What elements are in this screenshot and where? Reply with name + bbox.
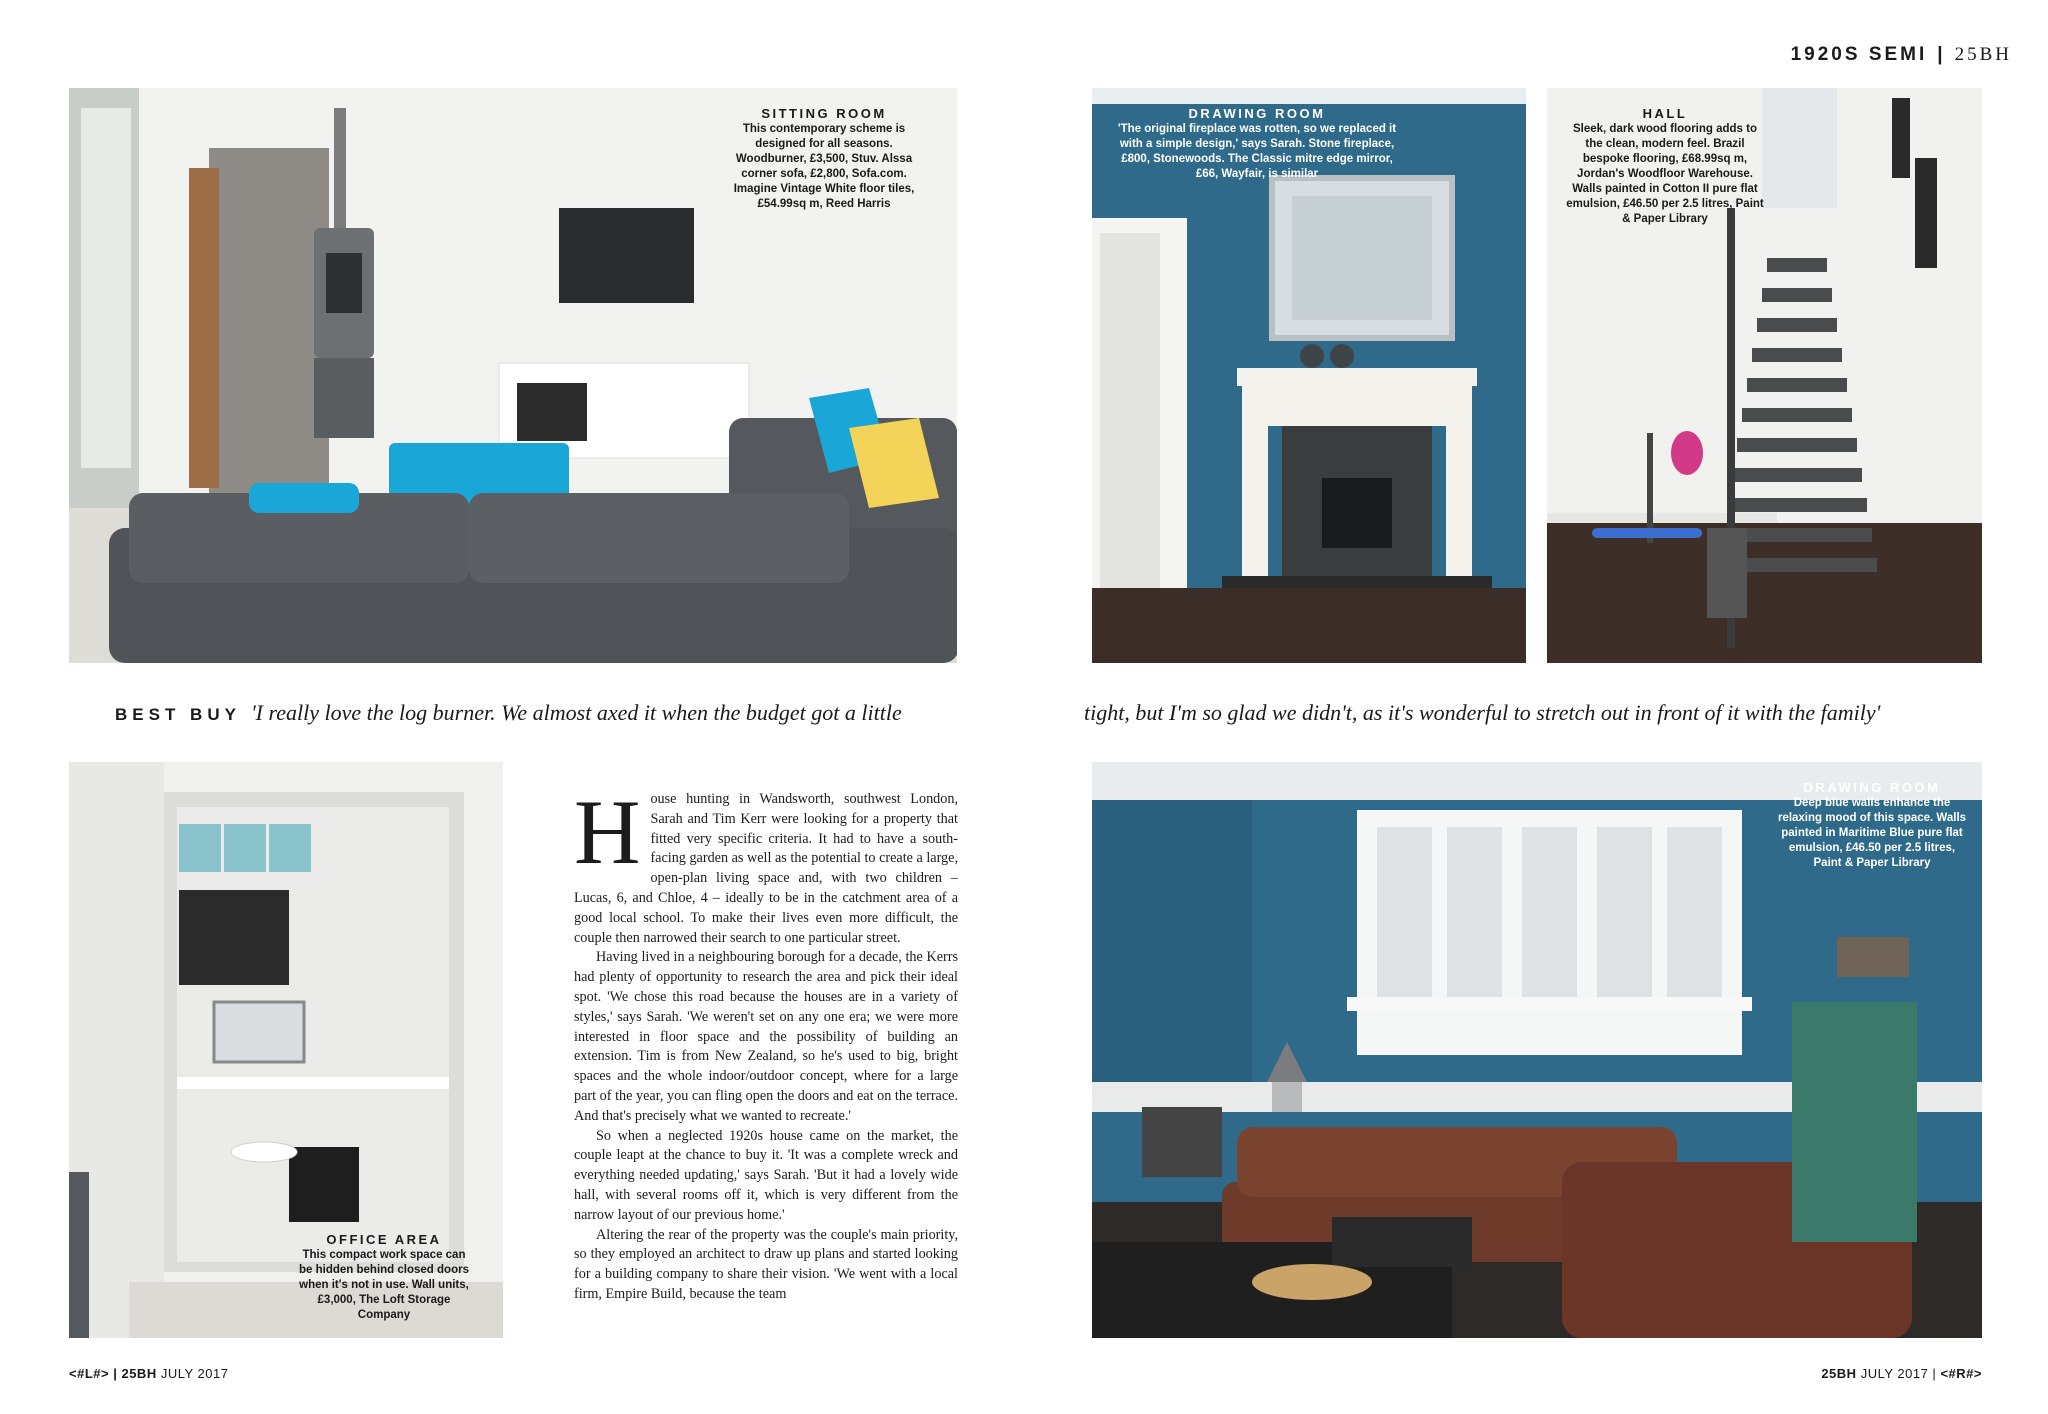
paragraph-text: ouse hunting in Wandsworth, southwest London, Sarah and Tim Kerr were looking for a property that fitted very specific criteria. It had to have a south-facing garden as well as the potential to create a large, open-plan living space and, with two children – Lucas, 6, and Chloe, 4 – ideally to be in the catchment area of a good local school. To make their lives even more difficult, the couple then narrowed their search to one particular street.: [574, 791, 958, 946]
page-header: [1791, 44, 2012, 66]
best-buy-quote-left: [115, 700, 902, 726]
footer-left: [69, 1366, 228, 1381]
left-page-number: <#L#>: [69, 1366, 110, 1381]
footer-date: JULY 2017 |: [1860, 1366, 1937, 1381]
sitting-room-photo: [69, 88, 957, 663]
brand-name: 25BH: [1954, 44, 2012, 65]
drawing-room-top-caption: [1112, 106, 1402, 182]
article-paragraph: [574, 781, 958, 948]
office-area-photo: [69, 762, 503, 1338]
drawing-room-top-photo: [1092, 88, 1526, 663]
section-title: 1920S SEMI: [1790, 44, 1928, 65]
header-separator: |: [1937, 44, 1945, 65]
sitting-room-caption: [724, 106, 924, 212]
caption-title: DRAWING ROOM: [1803, 780, 1941, 795]
caption-text: 'The original fireplace was rotten, so we replaced it with a simple design,' says Sarah. Stone fireplace, £800, Stonewoods. The Classic mitre edge mirror, £66, Wayfair, is similar: [1117, 123, 1397, 180]
footer-brand: 25BH: [1821, 1366, 1857, 1381]
article-body: [574, 781, 958, 1305]
footer-brand: | 25BH: [113, 1366, 157, 1381]
caption-text: Deep blue walls enhance the relaxing mood of this space. Walls painted in Maritime Blue pure flat emulsion, £46.50 per 2.5 litres, Paint & Paper Library: [1777, 797, 1967, 869]
right-page-number: <#R#>: [1940, 1366, 1982, 1381]
caption-text: This contemporary scheme is designed for all seasons. Woodburner, £3,500, Stuv. Alssa corner sofa, £2,800, Sofa.com. Imagine Vintage White floor tiles, £54.99sq m, Reed Harris: [733, 123, 915, 210]
article-paragraph: So when a neglected 1920s house came on the market, the couple leapt at the chance to buy it. 'It was a complete wreck and everything needed updating,' says Sarah. 'But it had a lovely wide hall, with several rooms off it, which is very different from the narrow layout of our previous home.': [574, 1127, 958, 1223]
office-area-caption: [299, 1232, 469, 1323]
caption-title: OFFICE AREA: [326, 1232, 442, 1247]
article-paragraph: Having lived in a neighbouring borough for a decade, the Kerrs had plenty of opportunity to research the area and pick their ideal spot. 'We chose this road because the houses are in a variety of styles,' says Sarah. 'We weren't set on any one era; we were more interested in floor space and the possibility of building an extension. Tim is from New Zealand, so he's used to big, bright spaces and the whole indoor/outdoor concept, where for a large part of the year, you can fling open the doors and eat on the terrace. And that's precisely what we wanted to recreate.': [574, 949, 958, 1124]
caption-title: DRAWING ROOM: [1188, 106, 1326, 121]
quote-text-left: 'I really love the log burner. We almost axed it when the budget got a little: [250, 700, 902, 725]
caption-title: SITTING ROOM: [761, 106, 887, 121]
drop-cap: H: [574, 781, 641, 883]
quote-text-right: tight, but I'm so glad we didn't, as it's wonderful to stretch out in front of it with the family': [1084, 700, 1881, 725]
caption-text: This compact work space can be hidden behind closed doors when it's not in use. Wall units, £3,000, The Loft Storage Company: [299, 1249, 469, 1321]
hall-photo: [1547, 88, 1982, 663]
best-buy-quote-right: [1084, 700, 1880, 726]
best-buy-label: BEST BUY: [115, 705, 241, 724]
hall-caption: [1565, 106, 1765, 227]
caption-text: Sleek, dark wood flooring adds to the clean, modern feel. Brazil bespoke flooring, £68.99sq m, Jordan's Woodfloor Warehouse. Walls painted in Cotton II pure flat emulsion, £46.50 per 2.5 litres, Paint & Paper Library: [1566, 123, 1764, 225]
footer-right: [1821, 1366, 1982, 1381]
footer-date: JULY 2017: [160, 1366, 229, 1381]
caption-title: HALL: [1642, 106, 1688, 121]
drawing-room-bottom-caption: [1777, 780, 1967, 871]
article-paragraph: Altering the rear of the property was the couple's main priority, so they employed an architect to draw up plans and started looking for a building company to share their vision. 'We went with a local firm, Empire Build, because the team: [574, 1226, 958, 1302]
drawing-room-bottom-photo: [1092, 762, 1982, 1338]
